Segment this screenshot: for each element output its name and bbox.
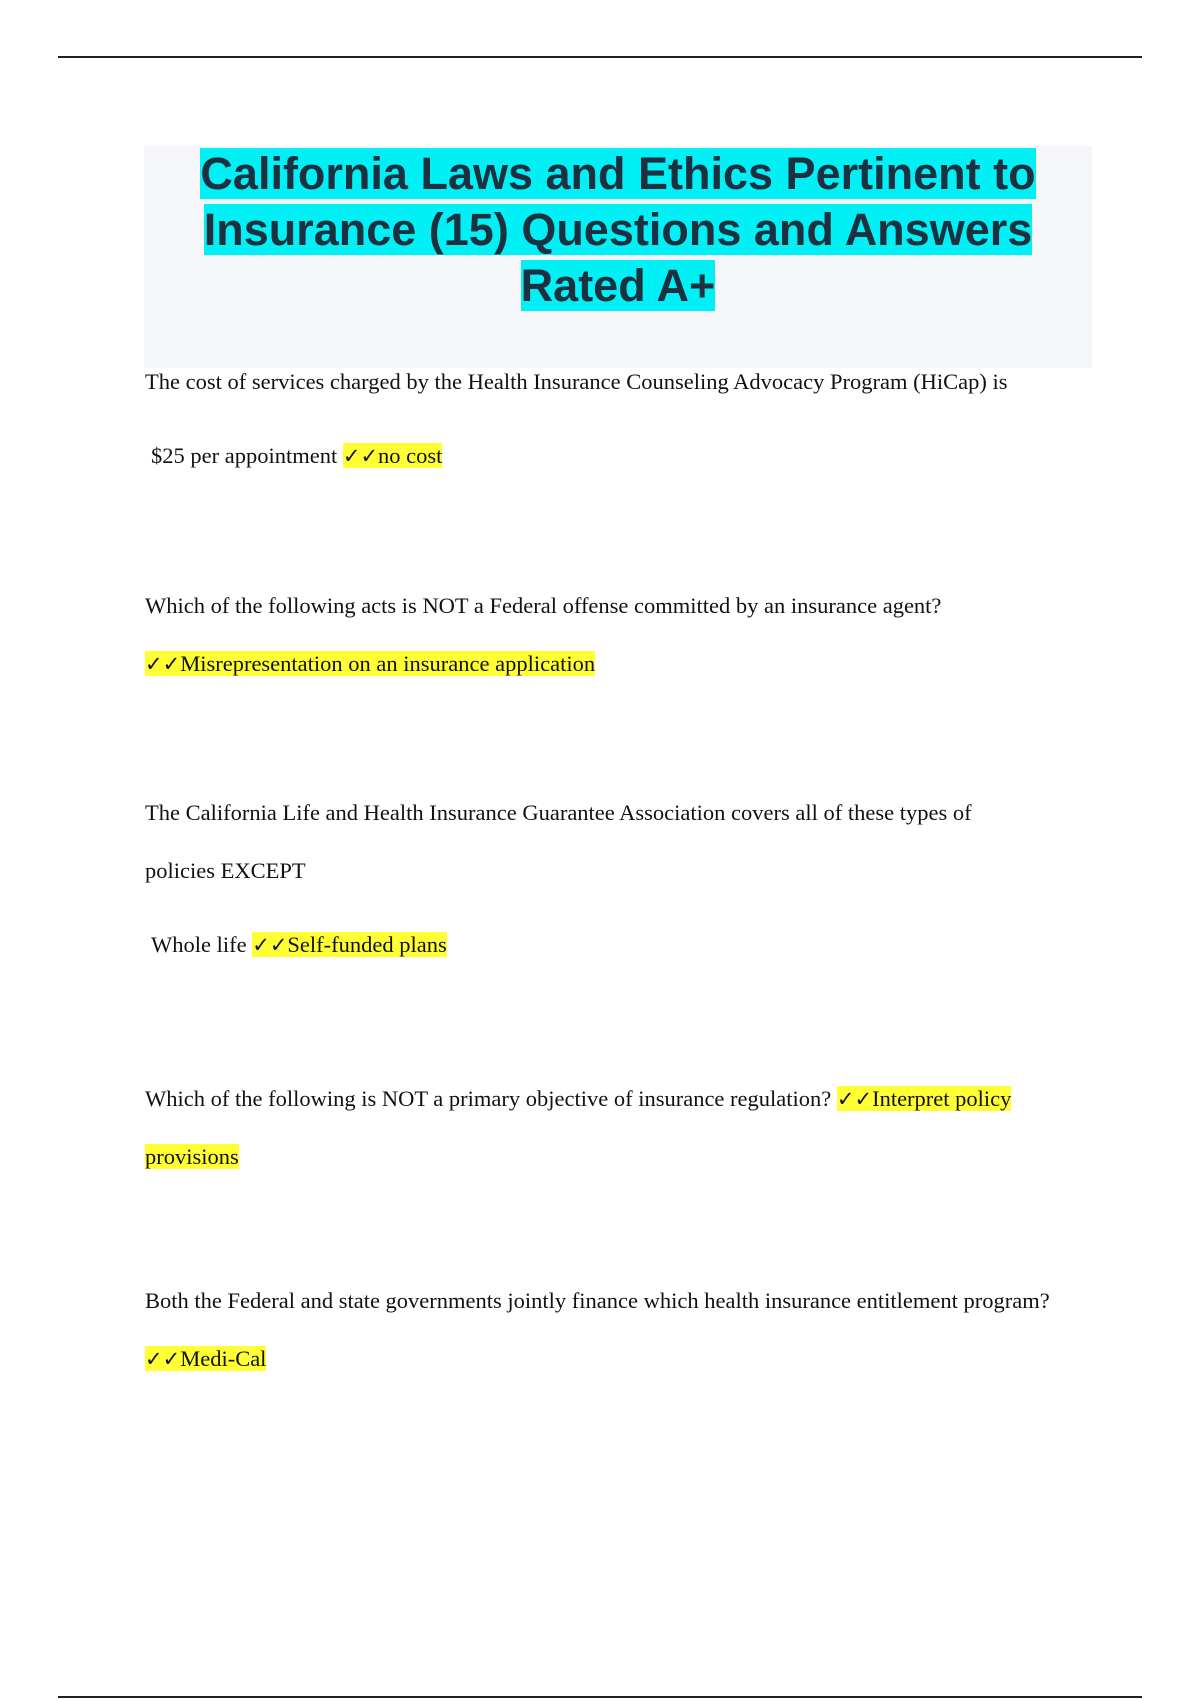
qa-item-2 bbox=[145, 577, 1085, 693]
answer-4: Interpret policy provisions bbox=[145, 1086, 1012, 1169]
answer-5: Medi-Cal bbox=[180, 1346, 267, 1371]
top-rule bbox=[58, 56, 1142, 58]
check-icon: ✓✓ bbox=[342, 444, 379, 468]
answer-line-1 bbox=[145, 427, 1085, 485]
check-icon: ✓✓ bbox=[145, 1347, 181, 1371]
title-highlight: California Laws and Ethics Pertinent to Insurance (15) Questions and Answers Rated A+ bbox=[200, 148, 1036, 311]
qa-item-3 bbox=[145, 784, 1045, 974]
title-block bbox=[144, 146, 1092, 368]
qa-item-1 bbox=[145, 353, 1085, 485]
distractor-1: $25 per appointment bbox=[151, 443, 338, 468]
answer-highlight-3 bbox=[252, 932, 447, 957]
document-title bbox=[200, 148, 1035, 311]
question-text-5: Both the Federal and state governments jointly finance which health insurance entitlement program? bbox=[145, 1288, 1050, 1313]
answer-2: Misrepresentation on an insurance application bbox=[180, 651, 596, 676]
distractor-3: Whole life bbox=[151, 932, 247, 957]
question-2: Which of the following acts is NOT a Federal offense committed by an insurance agent? bbox=[145, 593, 942, 618]
check-icon: ✓✓ bbox=[836, 1087, 873, 1111]
qa-item-4 bbox=[145, 1070, 1105, 1186]
question-4 bbox=[145, 1070, 1105, 1186]
bottom-rule bbox=[58, 1696, 1142, 1698]
qa-item-5 bbox=[145, 1272, 1065, 1388]
answer-line-3 bbox=[145, 916, 1045, 974]
check-icon: ✓✓ bbox=[252, 933, 288, 957]
question-5 bbox=[145, 1272, 1065, 1388]
answer-line-2 bbox=[145, 635, 1085, 693]
answer-1: no cost bbox=[378, 443, 443, 468]
question-text-4: Which of the following is NOT a primary objective of insurance regulation? bbox=[145, 1086, 832, 1111]
answer-3: Self-funded plans bbox=[287, 932, 447, 957]
question-1: The cost of services charged by the Health Insurance Counseling Advocacy Program (HiCap) is bbox=[145, 369, 1008, 394]
answer-highlight-5 bbox=[145, 1346, 266, 1371]
check-icon: ✓✓ bbox=[145, 652, 181, 676]
answer-highlight-1 bbox=[343, 443, 443, 468]
answer-highlight-2 bbox=[145, 651, 595, 676]
question-3: The California Life and Health Insurance Guarantee Association covers all of these types of policies EXCEPT bbox=[145, 800, 972, 883]
